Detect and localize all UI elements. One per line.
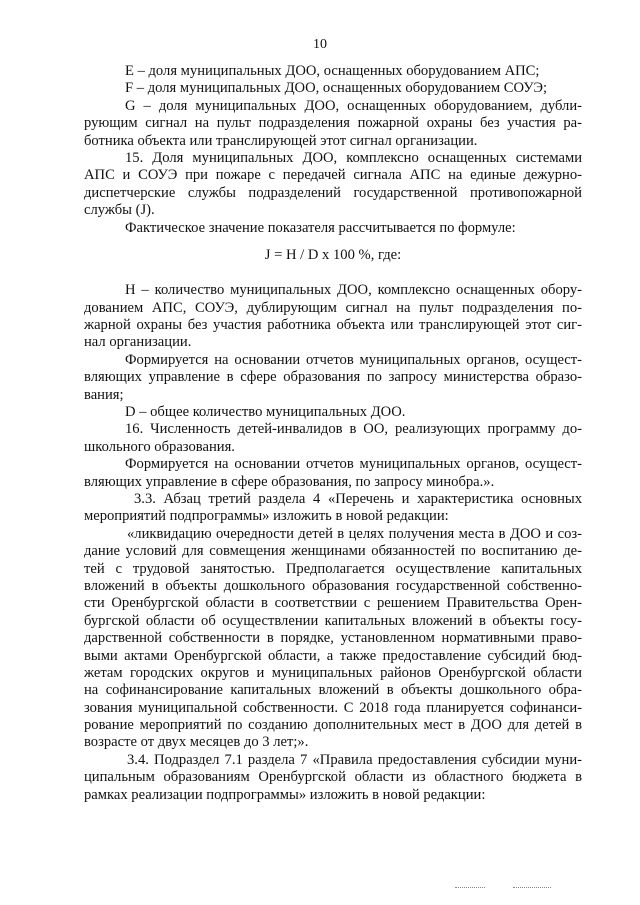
text-line: ципальным образованиям Оренбургской области из областного бюджета в (84, 769, 582, 786)
formula: J = H / D x 100 %, где: (264, 246, 402, 263)
text-line: G – доля муниципальных ДОО, оснащенных оборудованием, дубли- (125, 97, 582, 114)
text-line: H – количество муниципальных ДОО, комплексно оснащенных обору- (125, 282, 582, 299)
document-body (84, 63, 582, 804)
text-line: вляющих управление в сфере образования, по запросу минобра.». (84, 473, 495, 490)
text-line: «ликвидацию очередности детей в целях получения места в ДОО и соз- (127, 525, 582, 542)
text-line: рующим сигнал на пульт подразделения пожарной охраны без участия ра- (84, 115, 582, 132)
text-line: D – общее количество муниципальных ДОО. (125, 404, 406, 421)
text-line: вляющих управление в сфере образования по запросу министерства образо- (84, 369, 582, 386)
text-line: школьного образования. (84, 438, 235, 455)
text-line: вложений в объекты дошкольного образования государственной собственно- (84, 577, 582, 594)
text-line: жетам городских округов и муниципальных районов Оренбургской области (84, 664, 582, 681)
text-line: мероприятий подпрограммы» изложить в новой редакции: (84, 508, 449, 525)
text-line: 15. Доля муниципальных ДОО, комплексно оснащенных системами (125, 149, 582, 166)
text-line: бургской области об осуществлении капитальных вложений в объекты госу- (84, 612, 582, 629)
scan-mark (513, 887, 551, 889)
text-line: рамках реализации подпрограммы» изложить в новой редакции: (84, 786, 486, 803)
text-line: дание условий для совмещения женщинами обязанностей по воспитанию де- (84, 543, 582, 560)
text-line: тей с трудовой занятостью. Предполагается осуществление капитальных (84, 560, 582, 577)
text-line: 3.4. Подраздел 7.1 раздела 7 «Правила предоставления субсидии муни- (127, 751, 582, 768)
text-line: диспетчерские службы подразделений государственной противопожарной (84, 184, 582, 201)
text-line: 16. Численность детей-инвалидов в ОО, реализующих программу до- (125, 421, 582, 438)
footer-scan-marks (455, 887, 575, 891)
scan-mark (455, 887, 485, 889)
text-line: Формируется на основании отчетов муниципальных органов, осущест- (125, 351, 582, 368)
text-line: АПС и СОУЭ при пожаре с передачей сигнала АПС на единые дежурно- (84, 167, 582, 184)
text-line: Формируется на основании отчетов муниципальных органов, осущест- (125, 456, 582, 473)
text-line: сти Оренбургской области в соответствии с решением Правительства Орен- (84, 595, 582, 612)
text-line: дарственной собственности в порядке, установленном нормативными право- (84, 630, 582, 647)
text-line: на софинансирование капитальных вложений в объекты дошкольного обра- (84, 682, 582, 699)
text-line: 3.3. Абзац третий раздела 4 «Перечень и характеристика основных (134, 490, 582, 507)
text-line: жарной охраны без участия работника объекта или транслирующей этот сиг- (84, 317, 582, 334)
text-line: вания; (84, 386, 124, 403)
spacer (84, 237, 582, 247)
text-line: службы (J). (84, 202, 155, 219)
text-line: ботника объекта или транслирующей этот сигнал организации. (84, 132, 478, 149)
page-number: 10 (313, 37, 327, 52)
text-line: рование мероприятий по созданию дополнительных мест в ДОО для детей в (84, 717, 582, 734)
text-line: выми актами Оренбургской области, а также предоставление субсидий бюд- (84, 647, 582, 664)
text-line: E – доля муниципальных ДОО, оснащенных оборудованием АПС; (125, 63, 540, 79)
spacer (84, 264, 582, 282)
text-line: дованием АПС, СОУЭ, дублирующим сигнал на пульт подразделения по- (84, 299, 582, 316)
text-line: возрасте от двух месяцев до 3 лет;». (84, 734, 309, 751)
text-line: зования муниципальной собственности. С 2018 года планируется софинанси- (84, 699, 582, 716)
text-line: Фактическое значение показателя рассчитывается по формуле: (125, 219, 516, 236)
text-line: нал организации. (84, 334, 192, 351)
text-line: F – доля муниципальных ДОО, оснащенных оборудованием СОУЭ; (125, 80, 548, 97)
